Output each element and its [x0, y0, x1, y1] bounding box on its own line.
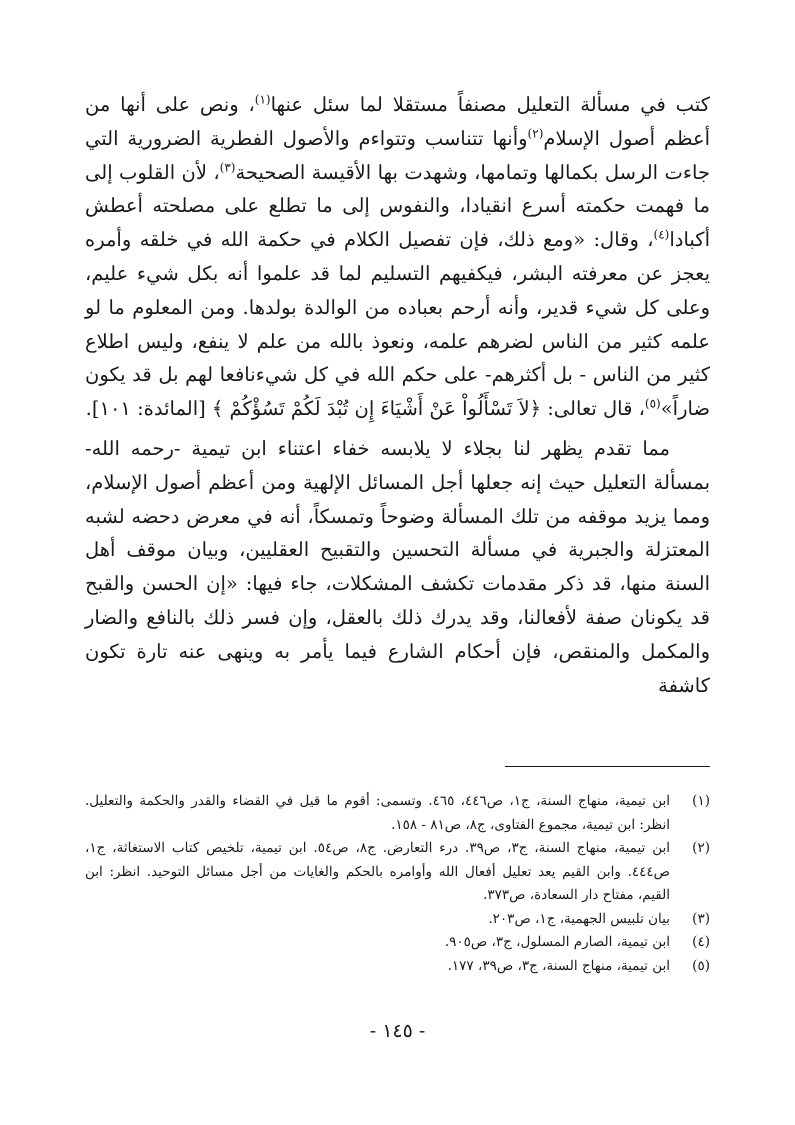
footnote-number: (١)	[692, 793, 710, 809]
paragraph-1-segment-6: ، قال تعالى: ﴿لاَ تَسْأَلُواْ عَنْ أَشْيَاءَ إِن تُبْدَ لَكُمْ تَسُؤْكُمْ ﴾ [المائدة: ١٠١].	[85, 397, 645, 421]
main-text	[85, 88, 710, 702]
paragraph-1	[85, 88, 710, 426]
paragraph-1-segment-4: ، لأن القلوب إلى ما فهمت حكمته أسرع انقيادا، والنفوس إلى ما تطلع على مصلحته أعطش أكبادا	[85, 160, 710, 252]
footnote-text: ابن تيمية، منهاج السنة، ج٣، ص٣٩، ١٧٧.	[447, 957, 670, 974]
footnote-number: (٢)	[692, 840, 710, 856]
footnote-text: بيان تلبيس الجهمية، ج١، ص٢٠٣.	[488, 910, 670, 927]
footnote-4	[85, 931, 710, 955]
paragraph-1-segment-2: ، ونص على أنها من أعظم أصول الإسلام	[85, 93, 711, 150]
footnote-number: (٣)	[692, 910, 710, 927]
footnote-ref-5[interactable]: (٥)	[644, 396, 661, 411]
footnote-5	[85, 955, 710, 979]
footnote-divider	[505, 766, 710, 767]
footnote-text: ابن تيمية، منهاج السنة، ج١، ص٤٤٦، ٤٦٥. وتسمى: أقوم ما قيل في القضاء والقدر والحكمة والتعليل. انظر: ابن تيمية، مجموع الفتاوى، ج٨، ص٨١ - ١٥٨.	[85, 793, 670, 833]
footnote-ref-2[interactable]: (٢)	[527, 126, 544, 141]
footnote-2	[85, 837, 710, 908]
footnote-3	[85, 908, 710, 932]
footnote-text: ابن تيمية، الصارم المسلول، ج٣، ص٩٠٥.	[444, 934, 670, 950]
footnote-number: (٥)	[692, 957, 710, 974]
paragraph-2: مما تقدم يظهر لنا بجلاء لا يلابسه خفاء اعتناء ابن تيمية -رحمه الله- بمسألة التعليل حيث إنه جعلها أجل المسائل الإلهية ومن أعظم أصول الإسلام، ومما يزيد موقفه من تلك المسألة وضوحاً وتمسكاً، أنه في معرض دحضه لشبه المعتزلة والجبرية في مسألة التحسين والتقبيح العقليين، وبيان موقف أهل السنة منها، قد ذكر مقدمات تكشف المشكلات، جاء فيها: «إن الحسن والقبح قد يكونان صفة لأفعالنا، وقد يدرك ذلك بالعقل، وإن فسر ذلك بالنافع والضار والمكمل والمنقص، فإن أحكام الشارع فيما يأمر به وينهى عنه تارة تكون كاشفة	[85, 436, 710, 697]
paragraph-1-segment-3: وأنها تتناسب وتتواءم والأصول الفطرية الضرورية التي جاءت الرسل بكمالها وتمامها، وشهدت بها الأقيسة الصحيحة	[85, 126, 710, 184]
footnotes	[85, 790, 710, 978]
footnote-number: (٤)	[692, 934, 710, 950]
footnote-ref-4[interactable]: (٤)	[653, 227, 670, 242]
paragraph-1-segment-5: ، وقال: «ومع ذلك، فإن تفصيل الكلام في حكمة الله في خلقه وأمره يعجز عن معرفته البشر، فيكفيهم التسليم لما قد علموا أنه بكل شيء عليم، وعلى كل شيء قدير، وأنه أرحم بعباده من الوالدة بولدها. ومن المعلوم ما لو علمه كثير من الناس لضرهم علمه، ونعوذ بالله من علم لا ينفع، وليس اطلاع كثير من الناس - بل أكثرهم- على حكم الله في كل شيءنافعا لهم بل قد يكون ضاراً»	[85, 228, 710, 421]
paragraph-1-segment-1: كتب في مسألة التعليل مصنفاً مستقلا لما سئل عنها	[270, 93, 710, 116]
footnote-text: ابن تيمية، منهاج السنة، ج٣، ص٣٩. درء التعارض. ج٨، ص٥٤. ابن تيمية، تلخيص كتاب الاستغاثة، ج١، ص٤٤٤. وابن القيم يعد تعليل أفعال الله وأوامره بالحكم والغايات من أجل مسائل التوحيد. انظر: ابن القيم، مفتاح دار السعادة، ص٣٧٣.	[85, 840, 670, 903]
page-number: - ١٤٥ -	[369, 1020, 426, 1042]
footnote-1	[85, 790, 710, 837]
footnote-ref-1[interactable]: (١)	[254, 92, 271, 107]
footnote-ref-3[interactable]: (٣)	[219, 160, 236, 175]
